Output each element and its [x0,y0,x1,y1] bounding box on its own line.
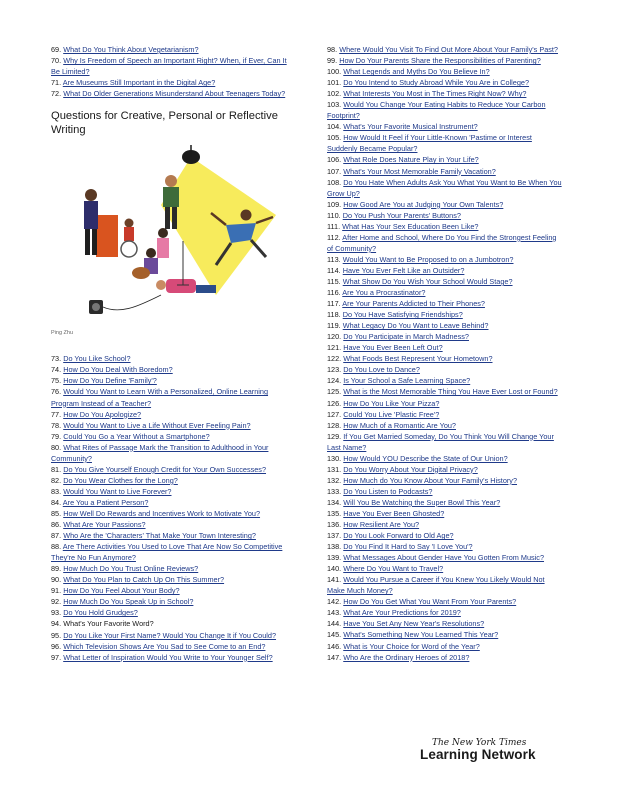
list-item [51,541,294,563]
list-item [327,320,563,331]
item-number: 118. [327,310,341,320]
item-number: 125. [327,387,342,397]
item-number: 84. [51,497,62,507]
item-number: 143. [327,608,342,618]
item-link[interactable]: How Well Do Rewards and Incentives Work to Motivate You? [63,508,261,518]
item-number: 109. [327,199,342,209]
item-link[interactable]: Would You Want to Live Forever? [63,486,172,496]
list-item [51,464,294,475]
list-item [51,475,294,486]
item-link[interactable]: Who Are the Ordinary Heroes of 2018? [343,652,470,662]
list-item [327,497,563,508]
item-number: 137. [327,531,342,541]
list-item [51,486,294,497]
item-number: 76. [51,387,62,397]
item-number: 120. [327,332,342,342]
learning-network-text: Learning Network [420,747,536,762]
left-top-list [51,44,294,99]
list-item [327,121,563,132]
item-link[interactable]: Who Are the 'Characters' That Make Your Town Interesting? [63,531,256,541]
item-link[interactable]: How Would YOU Describe the State of Our Union? [343,453,508,463]
item-number: 146. [327,641,342,651]
list-item [327,44,563,55]
item-number: 133. [327,486,342,496]
item-number: 110. [327,210,341,220]
item-link[interactable]: What Do You Think About Vegetarianism? [63,45,199,54]
item-number: 144. [327,619,342,629]
item-link[interactable]: Would You Pursue a Career if You Knew You Likely Would Not Make Much Money? [327,575,545,596]
list-item [327,199,563,210]
item-number: 116. [327,288,341,298]
item-link[interactable]: Do You Like School? [63,354,131,364]
item-number: 78. [51,420,62,430]
item-link[interactable]: How Resilient Are You? [343,520,420,530]
list-item [327,210,563,221]
item-number: 89. [51,564,62,574]
item-link[interactable]: What Are Your Predictions for 2019? [343,608,461,618]
list-item [327,287,563,298]
item-link[interactable]: Which Television Shows Are You Sad to See Come to an End? [63,641,266,651]
item-number: 79. [51,431,62,441]
item-number: 106. [327,155,342,165]
item-link[interactable]: How Much do You Know About Your Family's History? [343,475,518,485]
item-number: 81. [51,464,62,474]
item-link[interactable]: What Interests You Most in The Times Right Now? Why? [343,89,527,99]
list-item [327,331,563,342]
item-link[interactable]: What Do You Plan to Catch Up On This Summer? [63,575,225,585]
item-number: 104. [327,122,342,132]
list-item [327,398,563,409]
image-credit: Ping Zhu [51,330,74,337]
list-item [327,563,563,574]
item-link[interactable]: Why Is Freedom of Speech an Important Right? When, if Ever, Can It Be Limited? [51,56,287,77]
item-link[interactable]: Where Would You Visit To Find Out More About Your Family's Past? [339,45,558,54]
list-item [51,618,294,629]
list-item [51,364,294,375]
item-link[interactable]: Are Your Parents Addicted to Their Phones? [342,299,485,309]
item-number: 131. [327,464,342,474]
list-item [51,420,294,431]
list-item [327,552,563,563]
item-number: 145. [327,630,342,640]
item-link[interactable]: Do You Find It Hard to Say 'I Love You'? [343,542,473,552]
learning-network-logo[interactable] [420,738,560,762]
item-number: 72. [51,89,62,99]
item-number: 113. [327,254,341,264]
item-link[interactable]: What Do Older Generations Misunderstand About Teenagers Today? [63,89,286,99]
item-link[interactable]: Could You Go a Year Without a Smartphone? [63,431,210,441]
item-number: 138. [327,542,342,552]
list-item [51,641,294,652]
item-number: 107. [327,166,342,176]
item-number: 75. [51,376,62,386]
item-number: 126. [327,398,342,408]
list-item [327,55,563,66]
item-number: 135. [327,508,342,518]
list-item [327,409,563,420]
item-number: 99. [327,56,338,66]
item-link[interactable]: What Legacy Do You Want to Leave Behind? [342,321,489,331]
list-item [51,596,294,607]
item-link[interactable]: Do You Hate When Adults Ask You What You Want to Be When You Grow Up? [327,177,562,198]
item-link[interactable]: What Messages About Gender Have You Gotten From Music? [343,553,545,563]
item-number: 139. [327,553,342,563]
item-number: 121. [327,343,342,353]
item-link[interactable]: Will You Be Watching the Super Bowl This Year? [343,497,501,507]
item-link[interactable]: Do You Like Your First Name? Would You Change It if You Could? [63,630,277,640]
item-number: 130. [327,453,342,463]
item-number: 87. [51,531,62,541]
left-bottom-list [51,353,294,662]
list-item [327,342,563,353]
item-link[interactable]: How Do Your Parents Share the Responsibilities of Parenting? [339,56,541,66]
item-number: 74. [51,365,62,375]
list-item [51,77,294,88]
list-item [51,585,294,596]
item-link[interactable]: How Do You Define 'Family'? [63,376,157,386]
list-item [327,154,563,165]
list-item [327,508,563,519]
item-link[interactable]: Do You Have Satisfying Friendships? [342,310,463,320]
list-item [51,431,294,442]
list-item [327,232,563,254]
list-item [51,497,294,508]
item-link[interactable]: Is Your School a Safe Learning Space? [343,376,471,386]
item-link[interactable]: What Letter of Inspiration Would You Write to Your Younger Self? [63,652,273,662]
list-item [327,574,563,596]
item-link[interactable]: Would You Want to Be Proposed to on a Jumbotron? [342,254,514,264]
list-item [51,519,294,530]
item-number: 132. [327,475,342,485]
item-link[interactable]: Where Do You Want to Travel? [343,564,444,574]
item-link[interactable]: Do You Participate in March Madness? [343,332,469,342]
item-number: 114. [327,265,341,275]
item-number: 117. [327,299,341,309]
list-item [327,99,563,121]
list-item [327,530,563,541]
item-number: 111. [327,221,341,231]
item-number: 80. [51,442,62,452]
list-item [327,66,563,77]
item-number: 92. [51,597,62,607]
item-link[interactable]: Could You Live 'Plastic Free'? [343,409,440,419]
list-item [327,364,563,375]
item-link[interactable]: Have You Ever Been Ghosted? [343,508,445,518]
item-link[interactable]: What Are Your Passions? [63,520,146,530]
item-number: 85. [51,508,62,518]
list-item [327,641,563,652]
list-item [327,88,563,99]
item-link[interactable]: Are You a Procrastinator? [342,288,426,298]
item-number: 119. [327,321,341,331]
item-number: 123. [327,365,342,375]
item-number: 136. [327,520,342,530]
item-link[interactable]: What Role Does Nature Play in Your Life? [343,155,479,165]
item-number: 93. [51,608,62,618]
item-number: 100. [327,67,342,77]
list-item [327,618,563,629]
item-number: 69. [51,45,62,54]
list-item [327,265,563,276]
left-column [51,44,294,663]
item-number: 98. [327,45,338,54]
list-item [327,221,563,232]
item-link[interactable]: What's Your Favorite Musical Instrument? [343,122,478,132]
list-item [327,596,563,607]
list-item [327,652,563,663]
list-item [327,132,563,154]
list-item [51,375,294,386]
section-illustration [51,145,291,325]
item-link[interactable]: How Do You Deal With Boredom? [63,365,173,375]
item-number: 97. [51,652,62,662]
list-item [51,44,294,55]
item-link[interactable]: How Do You Feel About Your Body? [63,586,180,596]
item-number: 124. [327,376,342,386]
list-item [327,254,563,265]
item-link[interactable]: Have You Ever Been Left Out? [343,343,443,353]
item-number: 134. [327,497,342,507]
item-number: 94. [51,619,62,629]
item-link[interactable]: Are You a Patient Person? [62,497,149,507]
item-link[interactable]: How Do You Apologize? [63,409,142,419]
item-number: 86. [51,520,62,530]
item-number: 88. [51,542,62,552]
nyt-logo-text: The New York Times [432,738,527,748]
list-item [51,652,294,663]
item-link[interactable]: Would You Change Your Eating Habits to Reduce Your Carbon Footprint? [327,100,546,121]
item-number: 142. [327,597,342,607]
list-item [51,386,294,408]
list-item [51,88,294,99]
list-item [51,607,294,618]
item-link[interactable]: How Much Do You Speak Up in School? [63,597,194,607]
section-title: Questions for Creative, Personal or Reflective Writing [51,110,278,137]
item-link[interactable]: Have You Ever Felt Like an Outsider? [342,265,465,275]
item-link[interactable]: How Would It Feel if Your Little-Known 'Pastime or Interest Suddenly Became Popular? [327,133,532,154]
list-item [327,607,563,618]
list-item [327,541,563,552]
item-number: 77. [51,409,62,419]
item-link[interactable]: What Rites of Passage Mark the Transition to Adulthood in Your Community? [51,442,269,463]
list-item [327,353,563,364]
item-number: 103. [327,100,342,110]
list-item [51,530,294,541]
item-link[interactable]: What Has Your Sex Education Been Like? [342,221,479,231]
item-link[interactable]: What's Your Most Memorable Family Vacation? [343,166,496,176]
item-number: 70. [51,56,62,66]
list-item [327,309,563,320]
item-number: 122. [327,354,342,364]
item-number: 102. [327,89,342,99]
item-number: 115. [327,276,341,286]
item-link[interactable]: Are Museums Still Important in the Digital Age? [62,78,216,88]
item-link[interactable]: Do You Love to Dance? [343,365,420,375]
item-number: 90. [51,575,62,585]
item-link[interactable]: Do You Push Your Parents' Buttons? [342,210,461,220]
item-link[interactable]: If You Get Married Someday, Do You Think You Will Change Your Last Name? [327,431,554,452]
list-item [327,77,563,88]
item-link[interactable]: What is the Most Memorable Thing You Have Ever Lost or Found? [343,387,558,397]
item-number: 127. [327,409,342,419]
item-link[interactable]: How Good Are You at Judging Your Own Talents? [343,199,504,209]
item-number: 128. [327,420,342,430]
list-item [51,409,294,420]
list-item [327,464,563,475]
item-number: 91. [51,586,62,596]
list-item [327,420,563,431]
item-link[interactable]: How Do You Get What You Want From Your Parents? [343,597,517,607]
list-item [51,630,294,641]
list-item [327,166,563,177]
list-item [51,508,294,519]
item-number: 96. [51,641,62,651]
item-text: What's Your Favorite Word? [63,619,154,629]
item-link[interactable]: How Much Do You Trust Online Reviews? [63,564,199,574]
item-number: 71. [51,78,62,88]
item-link[interactable]: Have You Set Any New Year's Resolutions? [343,619,485,629]
list-item [327,298,563,309]
item-link[interactable]: Do You Listen to Podcasts? [343,486,433,496]
item-number: 101. [327,78,342,88]
item-link[interactable]: What is Your Choice for Word of the Year? [343,641,480,651]
item-number: 140. [327,564,342,574]
item-number: 147. [327,652,342,662]
list-item [51,563,294,574]
item-link[interactable]: What Show Do You Wish Your School Would Stage? [342,276,513,286]
list-item [51,574,294,585]
list-item [51,55,294,77]
item-link[interactable]: Do You Hold Grudges? [63,608,138,618]
list-item [327,276,563,287]
list-item [51,353,294,364]
list-item [327,375,563,386]
item-number: 112. [327,232,341,242]
item-link[interactable]: What Foods Best Represent Your Hometown? [343,354,493,364]
item-link[interactable]: Do You Look Forward to Old Age? [343,531,454,541]
list-item [327,386,563,397]
item-number: 95. [51,630,62,640]
list-item [327,486,563,497]
item-link[interactable]: Do You Give Yourself Enough Credit for Your Own Successes? [63,464,267,474]
item-number: 82. [51,475,62,485]
right-list [327,44,563,663]
item-link[interactable]: Would You Want to Live a Life Without Ever Feeling Pain? [63,420,251,430]
list-item [327,629,563,640]
item-number: 83. [51,486,62,496]
item-link[interactable]: Are There Activities You Used to Love That Are Now So Competitive They're No Fun Anymore? [51,542,283,563]
list-item [327,453,563,464]
item-link[interactable]: Do You Wear Clothes for the Long? [63,475,178,485]
item-link[interactable]: Would You Want to Learn With a Personalized, Online Learning Program Instead of a Teacher? [51,387,269,408]
item-link[interactable]: After Home and School, Where Do You Find the Strongest Feeling of Community? [327,232,557,253]
item-link[interactable]: What Legends and Myths Do You Believe In? [343,67,490,77]
list-item [51,442,294,464]
item-number: 108. [327,177,342,187]
list-item [327,475,563,486]
item-number: 129. [327,431,342,441]
right-column [327,44,563,663]
item-link[interactable]: Do You Worry About Your Digital Privacy? [343,464,478,474]
item-number: 141. [327,575,342,585]
list-item [327,177,563,199]
list-item [327,431,563,453]
item-number: 73. [51,354,62,364]
list-item [327,519,563,530]
item-number: 105. [327,133,342,143]
item-link[interactable]: How Do You Like Your Pizza? [343,398,440,408]
item-link[interactable]: How Much of a Romantic Are You? [343,420,456,430]
item-link[interactable]: Do You Intend to Study Abroad While You Are in College? [343,78,530,88]
item-link[interactable]: What's Something New You Learned This Year? [343,630,499,640]
